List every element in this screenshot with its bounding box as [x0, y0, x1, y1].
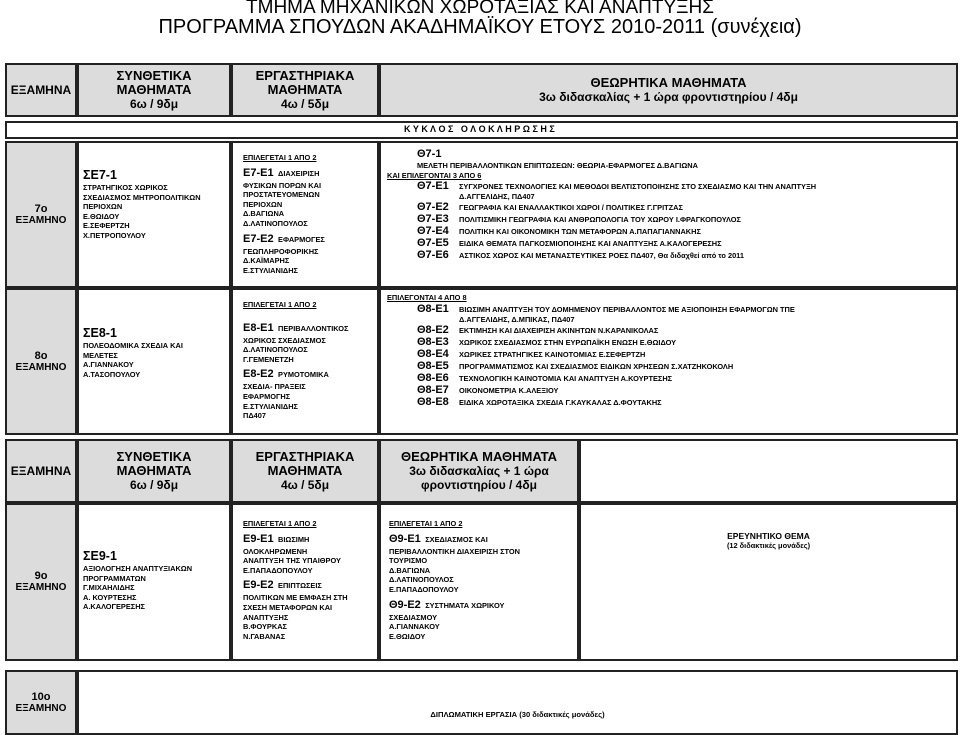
lab-line: Β.ΦΟΥΡΚΑΣ: [243, 622, 287, 632]
course-code-se7-1: ΣΕ7-1: [83, 168, 117, 182]
course-title: ΣΧΕΔΙΑΣΜΟΣ ΚΑΙ: [425, 534, 488, 544]
header2-theory-hours-1: 3ω διδασκαλίας + 1 ώρα: [409, 464, 549, 478]
header2-lab: [231, 439, 379, 503]
course-title: ΠΟΛΙΤΙΚΗ ΚΑΙ ΟΙΚΟΝΟΜΙΚΗ ΤΩΝ ΜΕΤΑΦΟΡΩΝ Α.ΠΑΠΑΓΙΑΝΝΑΚΗΣ: [459, 227, 701, 237]
lab-line: Ε.ΣΤΥΛΙΑΝΙΔΗΣ: [243, 265, 298, 275]
course-title: ΠΡΟΓΡΑΜΜΑΤΙΣΜΟΣ ΚΑΙ ΣΧΕΔΙΑΣΜΟΣ ΕΙΔΙΚΩΝ ΧΡΗΣΕΩΝ Σ.ΧΑΤΖΗΚΟΚΟΛΗ: [459, 361, 734, 371]
course-code-se8-1: ΣΕ8-1: [83, 326, 117, 340]
semester-10-label: [5, 670, 77, 735]
header2-semesters: [5, 439, 77, 503]
lab-line: ΧΩΡΙΚΟΣ ΣΧΕΔΙΑΣΜΟΣ: [243, 335, 326, 345]
course-code: Θ7-Ε5: [417, 237, 449, 250]
course-code-th9-e2: Θ9-Ε2: [389, 598, 421, 611]
theory-line: Δ.ΒΑΓΙΩΝΑ: [389, 565, 431, 575]
list-item: [387, 396, 950, 408]
course-code: Θ7-Ε3: [417, 213, 449, 226]
lab-choice-rule: ΕΠΙΛΕΓΕΤΑΙ 1 ΑΠΟ 2: [243, 300, 317, 309]
lab-line: Γ.ΓΕΜΕΝΕΤΖΗ: [243, 354, 294, 364]
theory-choice-rule: ΚΑΙ ΕΠΙΛΕΓΟΝΤΑΙ 3 ΑΠΟ 6: [387, 170, 482, 180]
synthetic-line: ΜΕΛΕΤΕΣ: [83, 350, 118, 360]
course-title: ΠΟΛΙΤΙΣΜΙΚΗ ΓΕΩΓΡΑΦΙΑ ΚΑΙ ΑΝΘΡΩΠΟΛΟΓΙΑ ΤΟΥ ΧΩΡΟΥ Ι.ΦΡΑΓΚΟΠΟΥΛΟΣ: [459, 215, 741, 225]
theory-line: ΠΕΡΙΒΑΛΛΟΝΤΙΚΗ ΔΙΑΧΕΙΡΙΣΗ ΣΤΟΝ: [389, 546, 521, 556]
lab-line: ΠΕΡΙΟΧΩΝ: [243, 199, 283, 209]
semester-7-word: ΕΞΑΜΗΝΟ: [15, 214, 67, 226]
header2-theory-title: ΘΕΩΡΗΤΙΚΑ ΜΑΘΗΜΑΤΑ: [400, 449, 558, 464]
semester-10-word: ΕΞΑΜΗΝΟ: [15, 702, 67, 714]
semester-9-research: [579, 503, 958, 661]
semester-9-number: 9ο: [34, 570, 48, 582]
lab-line: ΣΧΕΔΙΑ- ΠΡΑΞΕΙΣ: [243, 382, 306, 392]
lab-line: ΑΝΑΠΤΥΞΗ ΤΗΣ ΥΠΑΙΘΡΟΥ: [243, 556, 341, 566]
header-synthetic-hours: 6ω / 9δμ: [129, 97, 179, 111]
header-synthetic-title: ΣΥΝΘΕΤΙΚΑ ΜΑΘΗΜΑΤΑ: [116, 68, 192, 97]
lab-line: Δ.ΒΑΓΙΩΝΑ: [243, 209, 285, 219]
semester-9-synthetic: [77, 503, 231, 661]
synthetic-line: ΣΤΡΑΤΗΓΙΚΟΣ ΧΩΡΙΚΟΣ: [83, 183, 168, 192]
lab-line: ΟΛΟΚΛΗΡΩΜΕΝΗ: [243, 546, 308, 556]
course-title: ΕΙΔΙΚΑ ΧΩΡΟΤΑΞΙΚΑ ΣΧΕΔΙΑ Γ.ΚΑΥΚΑΛΑΣ Δ.ΦΟΥΤΑΚΗΣ: [459, 397, 662, 407]
course-code-e7-e1: Ε7-Ε1: [243, 166, 274, 179]
header2-empty: [579, 439, 958, 503]
theory-choice-rule: ΕΠΙΛΕΓΕΤΑΙ 1 ΑΠΟ 2: [389, 519, 463, 528]
header-lab: [231, 63, 379, 117]
course-title: ΕΦΑΡΜΟΓΕΣ: [278, 234, 325, 244]
course-title: ΓΕΩΓΡΑΦΙΑ ΚΑΙ ΕΝΑΛΛΑΚΤΙΚΟΙ ΧΩΡΟΙ / ΠΟΛΙΤΙΚΕΣ Γ.ΓΡΙΤΖΑΣ: [459, 203, 683, 213]
course-code-e7-e2: Ε7-Ε2: [243, 232, 274, 245]
course-title: ΧΩΡΙΚΟΣ ΣΧΕΔΙΑΣΜΟΣ ΣΤΗΝ ΕΥΡΩΠΑΪΚΗ ΕΝΩΣΗ Ε.ΘΩΙΔΟΥ: [459, 337, 677, 347]
lab-line: ΑΝΑΠΤΥΞΗΣ: [243, 612, 289, 622]
course-code-e9-e2: Ε9-Ε2: [243, 579, 274, 592]
course-title: ΣΥΣΤΗΜΑΤΑ ΧΩΡΙΚΟΥ: [425, 600, 505, 610]
course-code: Θ8-Ε7: [417, 383, 449, 396]
course-title: ΧΩΡΙΚΕΣ ΣΤΡΑΤΗΓΙΚΕΣ ΚΑΙΝΟΤΟΜΙΑΣ Ε.ΣΕΦΕΡΤΖΗ: [459, 349, 646, 359]
synthetic-line: ΠΕΡΙΟΧΩΝ: [83, 202, 123, 212]
header-semesters-label: ΕΞΑΜΗΝΑ: [10, 83, 72, 97]
list-item: [387, 384, 950, 396]
list-item: [387, 213, 950, 225]
thesis-label: ΔΙΠΛΩΜΑΤΙΚΗ ΕΡΓΑΣΙΑ (30 διδακτικές μονάδες): [430, 710, 605, 719]
course-title: ΤΕΧΝΟΛΟΓΙΚΗ ΚΑΙΝΟΤΟΜΙΑ ΚΑΙ ΑΝΑΠΤΥΞΗ Α.ΚΟΥΡΤΕΣΗΣ: [459, 373, 673, 383]
list-item: [387, 348, 950, 360]
course-code: Θ8-Ε4: [417, 347, 449, 360]
research-topic-title: ΕΡΕΥΝΗΤΙΚΟ ΘΕΜΑ: [727, 531, 810, 541]
lab-line: ΦΥΣΙΚΩΝ ΠΟΡΩΝ ΚΑΙ: [243, 180, 321, 190]
list-item: [387, 201, 950, 213]
course-code: Θ8-Ε8: [417, 395, 449, 408]
lab-line: Ε.ΣΤΥΛΙΑΝΙΔΗΣ: [243, 401, 298, 411]
semester-7-lab: [231, 141, 379, 288]
header2-synthetic-title: ΣΥΝΘΕΤΙΚΑ ΜΑΘΗΜΑΤΑ: [116, 449, 192, 478]
header-lab-hours: 4ω / 5δμ: [280, 97, 330, 111]
cycle-bar: [5, 121, 958, 139]
course-title: ΕΙΔΙΚΑ ΘΕΜΑΤΑ ΠΑΓΚΟΣΜΙΟΠΟΙΗΣΗΣ ΚΑΙ ΑΝΑΠΤΥΞΗΣ Α.ΚΑΛΟΓΕΡΕΣΗΣ: [459, 239, 722, 249]
header2-lab-hours: 4ω / 5δμ: [280, 478, 330, 492]
lab-line: ΠΟΛΙΤΙΚΩΝ ΜΕ ΕΜΦΑΣΗ ΣΤΗ: [243, 593, 348, 603]
semester-10-number: 10ο: [31, 690, 51, 703]
header-lab-title: ΕΡΓΑΣΤΗΡΙΑΚΑ ΜΑΘΗΜΑΤΑ: [255, 68, 355, 97]
semester-9-lab: [231, 503, 379, 661]
semester-8-synthetic: [77, 288, 231, 435]
course-code: Θ7-Ε4: [417, 225, 449, 238]
semester-7-number: 7ο: [34, 202, 48, 215]
semester-8-theory: [379, 288, 958, 435]
lab-choice-rule: ΕΠΙΛΕΓΕΤΑΙ 1 ΑΠΟ 2: [243, 153, 317, 162]
course-title: ΟΙΚΟΝΟΜΕΤΡΙΑ Κ.ΑΛΕΞΙΟΥ: [459, 385, 559, 395]
theory-line: Ε.ΠΑΠΑΔΟΠΟΥΛΟΥ: [389, 584, 459, 594]
list-item: [387, 372, 950, 384]
page-title-program: ΠΡΟΓΡΑΜΜΑ ΣΠΟΥΔΩΝ ΑΚΑΔΗΜΑΪΚΟΥ ΕΤΟΥΣ 2010-2011 (συνέχεια): [158, 16, 802, 38]
lab-line: ΠΔ407: [243, 411, 266, 421]
theory-line: Ε.ΘΩΙΔΟΥ: [389, 631, 426, 641]
theory-line: Α.ΓΙΑΝΝΑΚΟΥ: [389, 622, 440, 632]
course-code: Θ8-Ε5: [417, 359, 449, 372]
theory-choice-rule: ΕΠΙΛΕΓΟΝΤΑΙ 4 ΑΠΟ 8: [387, 293, 467, 302]
semester-8-number: 8ο: [34, 349, 48, 362]
list-item: [387, 249, 950, 261]
semester-8-label: [5, 288, 77, 435]
course-title: ΔΙΑΧΕΙΡΙΣΗ: [278, 168, 320, 178]
semester-7-theory: [379, 141, 958, 288]
lab-line: Δ.ΛΑΤΙΝΟΠΟΥΛΟΣ: [243, 218, 308, 228]
cycle-label: Κ Υ Κ Λ Ο Σ Ο Λ Ο Κ Λ Η Ρ Ω Σ Η Σ: [404, 124, 555, 134]
list-item: [387, 237, 950, 249]
course-code-e9-e1: Ε9-Ε1: [243, 532, 274, 545]
course-code: Θ8-Ε3: [417, 335, 449, 348]
course-code: Θ8-Ε2: [417, 323, 449, 336]
semester-9-word: ΕΞΑΜΗΝΟ: [15, 582, 67, 593]
course-code-th7-1: Θ7-1: [417, 148, 442, 160]
theory-line: Δ.ΛΑΤΙΝΟΠΟΥΛΟΣ: [389, 575, 454, 585]
lab-choice-rule: ΕΠΙΛΕΓΕΤΑΙ 1 ΑΠΟ 2: [243, 519, 317, 528]
synthetic-line: ΣΧΕΔΙΑΣΜΟΣ ΜΗΤΡΟΠΟΛΙΤΙΚΩΝ: [83, 192, 201, 202]
synthetic-line: Ε.ΘΩΙΔΟΥ: [83, 211, 120, 221]
course-code: Θ8-Ε1: [417, 302, 449, 315]
header2-synthetic: [77, 439, 231, 503]
lab-line: ΕΦΑΡΜΟΓΗΣ: [243, 391, 291, 401]
header-theory-title: ΘΕΩΡΗΤΙΚΑ ΜΑΘΗΜΑΤΑ: [590, 75, 747, 90]
lab-line: Δ.ΚΑΪΜΑΡΗΣ: [243, 256, 290, 266]
lab-line: Ε.ΠΑΠΑΔΟΠΟΥΛΟΥ: [243, 565, 313, 575]
course-title: ΡΥΜΟΤΟΜΙΚΑ: [278, 370, 329, 380]
header-semesters: [5, 63, 77, 117]
header2-semesters-label: ΕΞΑΜΗΝΑ: [10, 464, 72, 478]
synthetic-line: Α.ΚΑΛΟΓΕΡΕΣΗΣ: [83, 602, 145, 612]
synthetic-line: ΠΡΟΓΡΑΜΜΑΤΩΝ: [83, 573, 146, 583]
synthetic-line: Α. ΚΟΥΡΤΕΣΗΣ: [83, 592, 137, 602]
lab-line: ΓΕΩΠΛΗΡΟΦΟΡΙΚΗΣ: [243, 246, 319, 256]
lab-line: Δ.ΛΑΤΙΝΟΠΟΥΛΟΣ: [243, 345, 308, 355]
course-code-th9-e1: Θ9-Ε1: [389, 532, 421, 545]
semester-7-label: [5, 141, 77, 288]
course-code: Θ7-Ε1: [417, 180, 449, 193]
semester-10-thesis: [77, 670, 958, 735]
header2-theory: [379, 439, 579, 503]
course-title: ΒΙΩΣΙΜΗ: [278, 534, 310, 544]
header2-synthetic-hours: 6ω / 9δμ: [129, 478, 179, 492]
synthetic-line: Ε.ΣΕΦΕΡΤΖΗ: [83, 221, 130, 231]
course-code-e8-e1: Ε8-Ε1: [243, 321, 274, 334]
list-item: [387, 180, 950, 192]
synthetic-line: ΑΞΙΟΛΟΓΗΣΗ ΑΝΑΠΤΥΞΙΑΚΩΝ: [83, 564, 193, 573]
list-item: [387, 303, 950, 315]
course-code-e8-e2: Ε8-Ε2: [243, 368, 274, 381]
semester-9-theory: [379, 503, 579, 661]
course-title: ΠΕΡΙΒΑΛΛΟΝΤΙΚΟΣ: [278, 323, 349, 333]
page-title-department: ΤΜΗΜΑ ΜΗΧΑΝΙΚΩΝ ΧΩΡΟΤΑΞΙΑΣ ΚΑΙ ΑΝΑΠΤΥΞΗΣ: [246, 0, 714, 18]
header-theory-hours: 3ω διδασκαλίας + 1 ώρα φροντιστηρίου / 4δμ: [539, 90, 798, 104]
course-instructors: Δ.ΑΓΓΕΛΙΔΗΣ, Δ.ΜΠΙΚΑΣ, ΠΔ407: [459, 314, 575, 324]
theory-line: ΤΟΥΡΙΣΜΟ: [389, 556, 428, 566]
course-title: ΑΣΤΙΚΟΣ ΧΩΡΟΣ ΚΑΙ ΜΕΤΑΝΑΣΤΕΥΤΙΚΕΣ ΡΟΕΣ ΠΔ407, Θα διδαχθεί από το 2011: [459, 251, 744, 261]
theory-line: ΣΧΕΔΙΑΣΜΟΥ: [389, 612, 438, 622]
course-title: ΒΙΩΣΙΜΗ ΑΝΑΠΤΥΞΗ ΤΟΥ ΔΟΜΗΜΕΝΟΥ ΠΕΡΙΒΑΛΛΟΝΤΟΣ ΜΕ ΑΞΙΟΠΟΙΗΣΗ ΕΦΑΡΜΟΓΩΝ ΤΠΕ: [459, 304, 795, 314]
list-item: [387, 324, 950, 336]
course-title: ΕΠΙΠΤΩΣΕΙΣ: [278, 581, 322, 591]
synthetic-line: Α.ΓΙΑΝΝΑΚΟΥ: [83, 360, 134, 370]
lab-line: ΣΧΕΣΗ ΜΕΤΑΦΟΡΩΝ ΚΑΙ: [243, 602, 333, 612]
course-code: Θ7-Ε6: [417, 249, 449, 262]
list-item: [387, 360, 950, 372]
header-theory: [379, 63, 958, 117]
synthetic-line: ΠΟΛΕΟΔΟΜΙΚΑ ΣΧΕΔΙΑ ΚΑΙ: [83, 341, 183, 350]
lab-line: Ν.ΓΑΒΑΝΑΣ: [243, 631, 286, 641]
course-title: ΣΥΓΧΡΟΝΕΣ ΤΕΧΝΟΛΟΓΙΕΣ ΚΑΙ ΜΕΘΟΔΟΙ ΒΕΛΤΙΣΤΟΠΟΙΗΣΗΣ ΣΤΟ ΣΧΕΔΙΑΣΜΟ ΚΑΙ ΤΗΝ ΑΝΑΠΤΥΞΗ: [459, 182, 817, 192]
synthetic-line: Χ.ΠΕΤΡΟΠΟΥΛΟΥ: [83, 230, 146, 240]
list-item: [387, 225, 950, 237]
course-code-se9-1: ΣΕ9-1: [83, 549, 117, 563]
course-code: Θ7-Ε2: [417, 201, 449, 214]
header2-theory-hours-2: φροντιστηρίου / 4δμ: [421, 478, 537, 492]
course-instructors: Δ.ΑΓΓΕΛΙΔΗΣ, ΠΔ407: [459, 192, 535, 202]
synthetic-line: Γ.ΜΙΧΑΗΛΙΔΗΣ: [83, 583, 135, 593]
header2-lab-title: ΕΡΓΑΣΤΗΡΙΑΚΑ ΜΑΘΗΜΑΤΑ: [255, 449, 355, 478]
semester-8-word: ΕΞΑΜΗΝΟ: [15, 361, 67, 373]
list-item: [387, 336, 950, 348]
course-title: ΕΚΤΙΜΗΣΗ ΚΑΙ ΔΙΑΧΕΙΡΙΣΗ ΑΚΙΝΗΤΩΝ Ν.ΚΑΡΑΝΙΚΟΛΑΣ: [459, 325, 659, 335]
semester-9-label: [5, 503, 77, 661]
course-title: ΜΕΛΕΤΗ ΠΕΡΙΒΑΛΛΟΝΤΙΚΩΝ ΕΠΙΠΤΩΣΕΩΝ: ΘΕΩΡΙΑ-ΕΦΑΡΜΟΓΕΣ Δ.ΒΑΓΙΩΝΑ: [417, 161, 698, 170]
research-topic-credits: (12 διδακτικές μονάδες): [726, 541, 811, 550]
semester-8-lab: [231, 288, 379, 435]
lab-line: ΠΡΟΣΤΑΤΕΥΟΜΕΝΩΝ: [243, 190, 320, 200]
semester-7-synthetic: [77, 141, 231, 288]
synthetic-line: Α.ΤΑΣΟΠΟΥΛΟΥ: [83, 369, 141, 379]
course-code: Θ8-Ε6: [417, 371, 449, 384]
header-synthetic: [77, 63, 231, 117]
